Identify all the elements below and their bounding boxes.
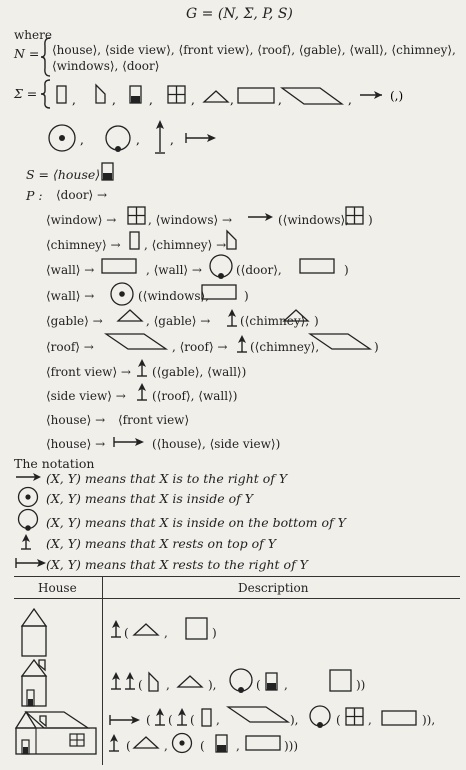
window-icon bbox=[344, 706, 366, 728]
row3a-paren-4: ( bbox=[336, 713, 341, 727]
svg-text:,: , bbox=[348, 93, 352, 107]
gable-icon bbox=[132, 733, 162, 751]
row3a-paren-3: ( bbox=[190, 713, 195, 727]
full-house-drawing bbox=[14, 706, 100, 762]
rests-on-top-icon bbox=[136, 357, 148, 379]
row1-close: ) bbox=[212, 626, 217, 640]
rests-on-top-icon bbox=[110, 670, 122, 692]
rests-on-top-icon bbox=[236, 333, 248, 355]
slanted-chimney-icon bbox=[224, 228, 240, 252]
row2-comma-2: , bbox=[284, 678, 288, 692]
rule-house2-rhs: (⟨house⟩, ⟨side view⟩) bbox=[152, 437, 281, 451]
row1-comma: , bbox=[164, 626, 168, 640]
rule-roof-mid: , ⟨roof⟩ → bbox=[172, 340, 228, 354]
row3b-paren-2: ( bbox=[200, 739, 205, 753]
row3a-paren-1: ( bbox=[146, 713, 151, 727]
rule-roof-lhs: ⟨roof⟩ → bbox=[46, 340, 94, 354]
wall-terminal-icon bbox=[238, 88, 274, 103]
row3b-comma-1: , bbox=[164, 739, 168, 753]
rule-wall-close: ) bbox=[344, 263, 349, 277]
n-line-2: ⟨windows⟩, ⟨door⟩ bbox=[52, 59, 160, 73]
notation-rests-right: (X, Y) means that X rests to the right of Y bbox=[46, 557, 308, 572]
rule-roof-rhs: (⟨chimney⟩, bbox=[250, 340, 320, 354]
roof-terminal-icon bbox=[282, 88, 342, 104]
rule-wall2-lhs: ⟨wall⟩ → bbox=[46, 289, 95, 303]
row3a-close-2: )), bbox=[422, 713, 436, 727]
rests-on-top-icon bbox=[124, 670, 136, 692]
chimney-slanted-terminal-icon bbox=[96, 85, 105, 103]
inside-of-icon bbox=[170, 731, 194, 755]
column-header-house: House bbox=[38, 581, 77, 595]
gable-icon bbox=[176, 672, 206, 690]
row2-paren: ( bbox=[138, 678, 143, 692]
rule-chimney-lhs: ⟨chimney⟩ → bbox=[46, 238, 121, 252]
front-view-chimney-house-drawing bbox=[14, 654, 54, 710]
rule-sideview-lhs: ⟨side view⟩ → bbox=[46, 389, 126, 403]
roof-icon bbox=[308, 331, 374, 353]
rule-frontview-lhs: ⟨front view⟩ → bbox=[46, 365, 131, 379]
table-column-divider bbox=[102, 577, 103, 765]
inside-of-terminal-icon bbox=[49, 125, 75, 151]
chimney-icon bbox=[128, 229, 142, 253]
row3a-comma-1: , bbox=[216, 713, 220, 727]
rule-door: ⟨door⟩ → bbox=[56, 188, 108, 202]
rule-gable-lhs: ⟨gable⟩ → bbox=[46, 314, 103, 328]
slanted-chimney-icon bbox=[146, 670, 162, 694]
inside-of-icon bbox=[108, 280, 136, 308]
rule-windows-close: ) bbox=[368, 213, 373, 227]
right-of-icon bbox=[14, 470, 44, 484]
rests-right-icon bbox=[112, 434, 148, 450]
inside-bottom-terminal-icon bbox=[106, 126, 130, 152]
wall-icon bbox=[244, 733, 284, 753]
where-label: where bbox=[14, 28, 52, 42]
notation-heading: The notation bbox=[14, 456, 95, 471]
inside-bottom-icon bbox=[306, 703, 334, 731]
door-terminal-icon bbox=[130, 86, 141, 103]
door-icon bbox=[264, 670, 280, 694]
rule-window-lhs: ⟨window⟩ → bbox=[46, 213, 117, 227]
rests-on-top-icon bbox=[226, 307, 238, 329]
door-icon bbox=[214, 732, 230, 756]
inside-bottom-icon bbox=[206, 252, 236, 282]
rule-frontview-rhs: (⟨gable⟩, ⟨wall⟩) bbox=[152, 365, 247, 379]
table-top-rule bbox=[14, 576, 460, 577]
row2-paren-2: ( bbox=[256, 678, 261, 692]
rule-wall-rhs: (⟨door⟩, bbox=[236, 263, 282, 277]
notation-right-of: (X, Y) means that X is to the right of Y bbox=[46, 471, 288, 486]
rests-on-top-icon bbox=[110, 618, 122, 640]
rests-on-top-icon bbox=[20, 532, 32, 552]
rule-windows-mid: , ⟨windows⟩ → bbox=[148, 213, 233, 227]
rests-right-icon bbox=[14, 555, 50, 571]
rule-windows-rhs: (⟨windows⟩, bbox=[278, 213, 350, 227]
gable-icon bbox=[116, 306, 146, 324]
svg-text:,: , bbox=[191, 93, 195, 107]
rule-house2-lhs: ⟨house⟩ → bbox=[46, 437, 106, 451]
rule-house1-lhs: ⟨house⟩ → bbox=[46, 413, 106, 427]
rule-wall2-rhs: (⟨windows⟩, bbox=[138, 289, 210, 303]
rests-right-terminal-icon bbox=[186, 133, 216, 143]
row1-paren: ( bbox=[124, 626, 129, 640]
svg-text:,: , bbox=[149, 93, 153, 107]
svg-text:,: , bbox=[170, 133, 174, 147]
rule-wall2-close: ) bbox=[244, 289, 249, 303]
chimney-icon bbox=[200, 706, 214, 730]
rule-roof-close: ) bbox=[374, 340, 379, 354]
rule-gable-mid: , ⟨gable⟩ → bbox=[146, 314, 211, 328]
wall-square-icon bbox=[184, 616, 210, 642]
gable-icon bbox=[282, 306, 312, 324]
row3a-paren-2: ( bbox=[168, 713, 173, 727]
sigma-terminals-row-2 bbox=[46, 116, 226, 160]
notation-rests-on-top: (X, Y) means that X rests on top of Y bbox=[46, 536, 277, 551]
notation-inside-of: (X, Y) means that X is inside of Y bbox=[46, 491, 253, 506]
chimney-terminal-icon bbox=[57, 86, 66, 103]
wall-square-icon bbox=[328, 668, 354, 694]
rests-on-top-icon bbox=[108, 732, 120, 754]
rule-chimney-mid: , ⟨chimney⟩ → bbox=[144, 238, 227, 252]
gable-icon bbox=[132, 620, 162, 638]
s-definition: S = ⟨house⟩ bbox=[26, 167, 101, 182]
notation-inside-bottom: (X, Y) means that X is inside on the bottom of Y bbox=[46, 515, 346, 530]
svg-text:,: , bbox=[72, 93, 76, 107]
right-of-icon bbox=[246, 210, 276, 224]
sigma-terminals-row bbox=[52, 80, 462, 110]
inside-bottom-icon bbox=[16, 507, 40, 533]
row2-comma-1: , bbox=[166, 678, 170, 692]
rule-sideview-rhs: (⟨roof⟩, ⟨wall⟩) bbox=[152, 389, 238, 403]
n-line-1: ⟨house⟩, ⟨side view⟩, ⟨front view⟩, ⟨roof⟩, ⟨gable⟩, ⟨wall⟩, ⟨chimney⟩, bbox=[52, 43, 456, 57]
rests-on-top-icon bbox=[154, 706, 166, 728]
n-label: N = bbox=[14, 46, 40, 61]
rule-wall-mid: , ⟨wall⟩ → bbox=[146, 263, 202, 277]
row2-close-1: ), bbox=[208, 678, 217, 692]
right-of-terminal-icon bbox=[360, 91, 382, 99]
sigma-label: Σ = bbox=[14, 86, 38, 101]
wall-icon bbox=[380, 708, 420, 728]
svg-text:,: , bbox=[230, 93, 234, 107]
rests-on-top-icon bbox=[136, 381, 148, 403]
column-header-description: Description bbox=[238, 581, 309, 595]
rule-house1-rhs: ⟨front view⟩ bbox=[118, 413, 190, 427]
svg-text:(,): (,) bbox=[390, 89, 404, 103]
wall-icon bbox=[298, 256, 338, 276]
p-label: P : bbox=[26, 188, 43, 203]
svg-text:,: , bbox=[80, 133, 84, 147]
window-terminal-icon bbox=[168, 86, 185, 103]
n-brace-icon bbox=[40, 36, 52, 78]
roof-icon bbox=[226, 704, 292, 726]
sigma-brace-icon bbox=[40, 79, 52, 109]
gable-terminal-icon bbox=[204, 91, 228, 102]
row3b-paren-1: ( bbox=[126, 739, 131, 753]
rests-right-icon bbox=[108, 712, 144, 728]
rule-gable-rhs: (⟨chimney⟩, bbox=[240, 314, 310, 328]
rule-wall-lhs: ⟨wall⟩ → bbox=[46, 263, 95, 277]
inside-of-icon bbox=[16, 485, 40, 509]
window-icon bbox=[126, 205, 148, 227]
wall-icon bbox=[100, 256, 140, 276]
door-icon bbox=[100, 160, 116, 184]
svg-text:,: , bbox=[112, 93, 116, 107]
rests-on-top-icon bbox=[176, 706, 188, 728]
wall-icon bbox=[200, 282, 240, 302]
inside-bottom-icon bbox=[226, 666, 256, 696]
rests-on-top-terminal-icon bbox=[155, 120, 165, 153]
grammar-title: G = (N, Σ, P, S) bbox=[186, 6, 293, 22]
svg-text:,: , bbox=[278, 93, 282, 107]
roof-icon bbox=[104, 331, 170, 353]
rule-gable-close: ) bbox=[314, 314, 319, 328]
row3b-close: ))) bbox=[284, 739, 299, 753]
row3b-comma-2: , bbox=[236, 739, 240, 753]
row3a-close-1: ), bbox=[290, 713, 299, 727]
table-header-rule bbox=[14, 598, 460, 599]
row2-close-2: )) bbox=[356, 678, 366, 692]
window-icon bbox=[344, 205, 366, 227]
svg-text:,: , bbox=[136, 133, 140, 147]
row3a-comma-2: , bbox=[368, 713, 372, 727]
